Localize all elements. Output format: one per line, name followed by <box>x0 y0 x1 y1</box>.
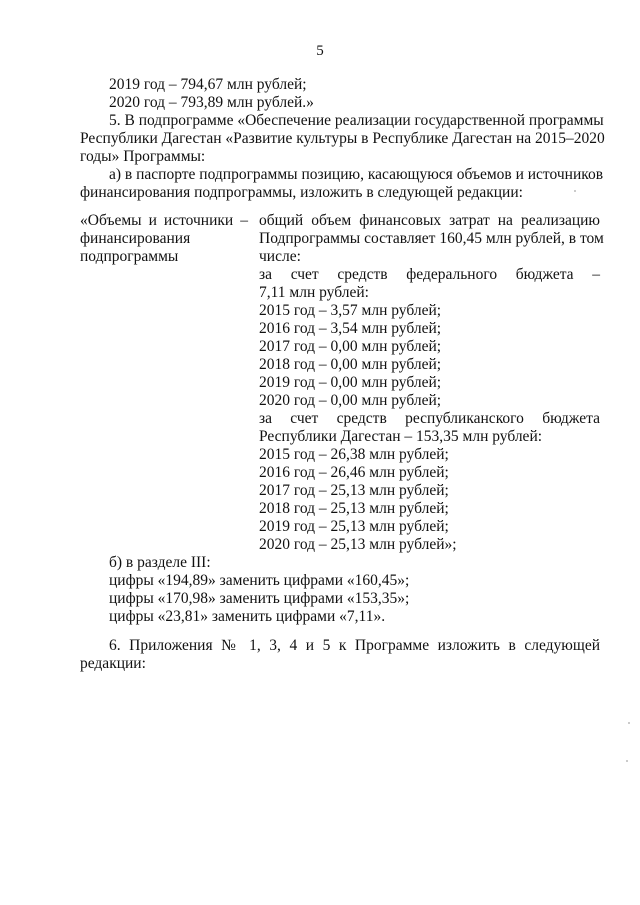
passport-year-rep-2016: 2016 год – 26,46 млн рублей; <box>259 464 449 481</box>
passport-year-rep-2018: 2018 год – 25,13 млн рублей; <box>259 500 449 517</box>
item5-line-1: 5. В подпрограмме «Обеспечение реализации государственной программы <box>109 112 604 129</box>
intro-line-2020: 2020 год – 793,89 млн рублей.» <box>109 94 314 111</box>
passport-year-fed-2015: 2015 год – 3,57 млн рублей; <box>259 302 442 319</box>
item5-line-2: Республики Дагестан «Развитие культуры в Республике Дагестан на 2015–2020 <box>80 130 605 147</box>
passport-text-line-13: Республики Дагестан – 153,35 млн рублей: <box>259 428 543 445</box>
item6-line-2: редакции: <box>80 655 146 672</box>
passport-year-fed-2019: 2019 год – 0,00 млн рублей; <box>259 374 442 391</box>
passport-year-rep-2015: 2015 год – 26,38 млн рублей; <box>259 446 449 463</box>
scan-speck <box>574 190 576 192</box>
item5b-heading: б) в разделе III: <box>109 554 211 571</box>
page-number: 5 <box>316 43 324 59</box>
scan-speck <box>626 760 628 762</box>
passport-year-fed-2016: 2016 год – 3,54 млн рублей; <box>259 320 442 337</box>
scan-speck <box>628 722 630 724</box>
passport-label-line-3: подпрограммы <box>80 248 179 265</box>
item5b-line-2: цифры «170,98» заменить цифрами «153,35»; <box>109 590 410 607</box>
passport-year-fed-2018: 2018 год – 0,00 млн рублей; <box>259 356 442 373</box>
passport-label-line-1: «Объемы и источники – <box>80 212 248 229</box>
item5a-line-1: а) в паспорте подпрограммы позицию, касающуюся объемов и источников <box>109 166 604 183</box>
passport-text-line-2: Подпрограммы составляет 160,45 млн рублей, в том <box>259 230 604 247</box>
passport-text-line-12: за счет средств республиканского бюджета <box>259 410 600 427</box>
item5a-line-2: финансирования подпрограммы, изложить в следующей редакции: <box>80 184 523 201</box>
item6-line-1: 6. Приложения № 1, 3, 4 и 5 к Программе изложить в следующей <box>109 637 600 654</box>
item5b-line-1: цифры «194,89» заменить цифрами «160,45»; <box>109 572 410 589</box>
passport-year-fed-2017: 2017 год – 0,00 млн рублей; <box>259 338 442 355</box>
item5b-line-3: цифры «23,81» заменить цифрами «7,11». <box>109 608 386 625</box>
item5-line-3: годы» Программы: <box>80 148 206 165</box>
passport-text-line-5: 7,11 млн рублей: <box>259 284 369 301</box>
passport-year-rep-2019: 2019 год – 25,13 млн рублей; <box>259 518 449 535</box>
intro-line-2019: 2019 год – 794,67 млн рублей; <box>109 76 307 93</box>
passport-label-line-2: финансирования <box>80 230 191 247</box>
passport-year-fed-2020: 2020 год – 0,00 млн рублей; <box>259 392 442 409</box>
passport-text-line-1: общий объем финансовых затрат на реализацию <box>259 212 600 229</box>
passport-text-line-3: числе: <box>259 248 301 265</box>
passport-year-rep-2020: 2020 год – 25,13 млн рублей»; <box>259 536 457 553</box>
passport-year-rep-2017: 2017 год – 25,13 млн рублей; <box>259 482 449 499</box>
passport-text-line-4: за счет средств федерального бюджета – <box>259 266 600 283</box>
